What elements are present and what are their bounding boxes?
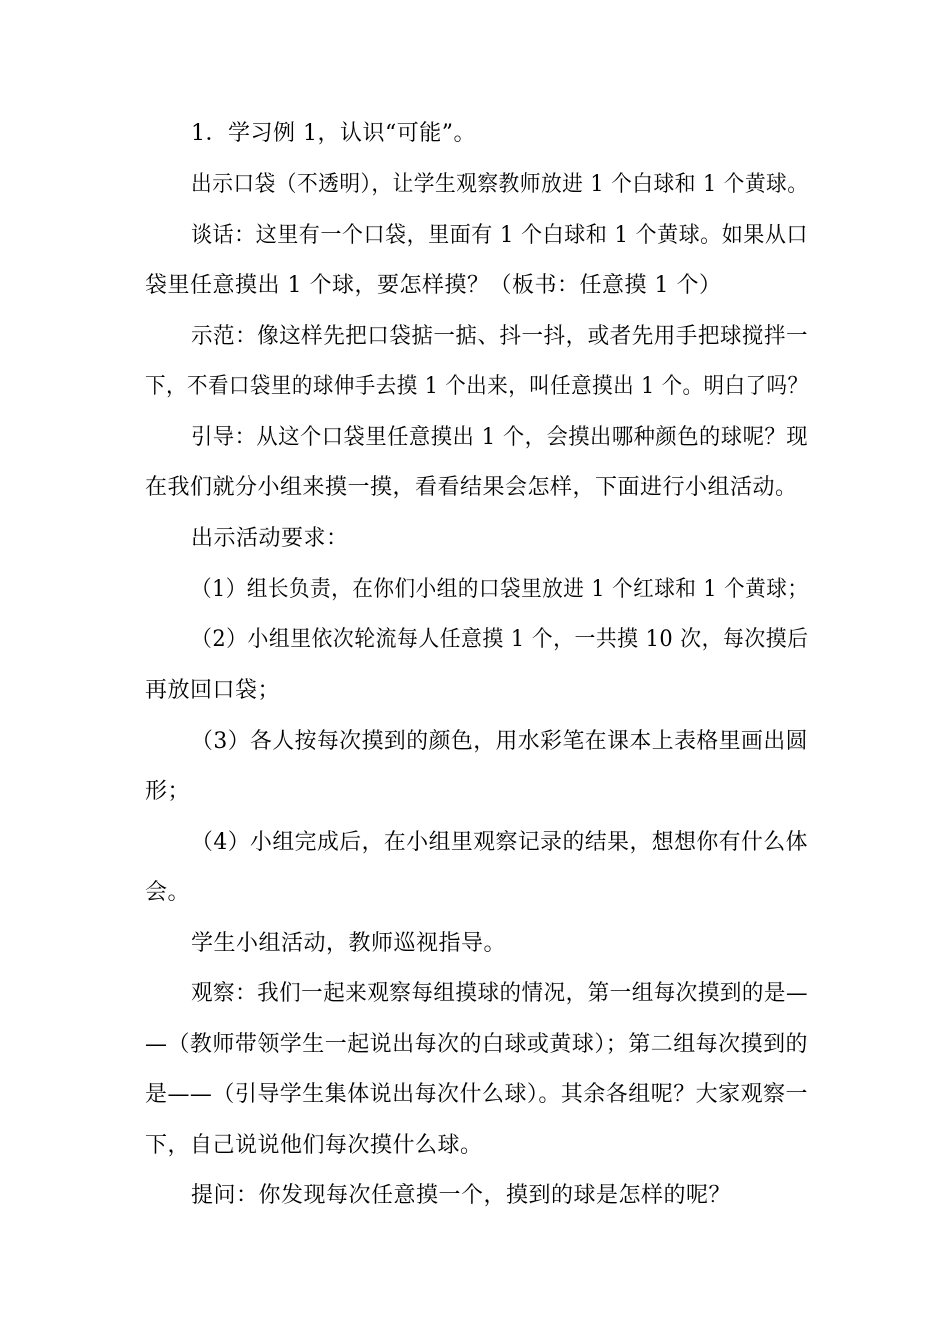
text-line: 是——（引导学生集体说出每次什么球）。其余各组呢？大家观察一 <box>145 1082 809 1107</box>
text-line: 出示口袋（不透明），让学生观察教师放进 1 个白球和 1 个黄球。 <box>191 172 809 197</box>
text-line: 学生小组活动，教师巡视指导。 <box>191 931 507 956</box>
text-line: 引导：从这个口袋里任意摸出 1 个，会摸出哪种颜色的球呢？现 <box>191 425 808 450</box>
text-line: 示范：像这样先把口袋掂一掂、抖一抖，或者先用手把球搅拌一 <box>191 324 809 349</box>
text-line: （4）小组完成后，在小组里观察记录的结果，想想你有什么体 <box>191 830 808 855</box>
text-line: 下，自己说说他们每次摸什么球。 <box>145 1133 483 1158</box>
text-line: （2）小组里依次轮流每人任意摸 1 个，一共摸 10 次，每次摸后 <box>191 627 809 652</box>
text-line: 在我们就分小组来摸一摸，看看结果会怎样，下面进行小组活动。 <box>145 475 798 500</box>
text-line: 下，不看口袋里的球伸手去摸 1 个出来，叫任意摸出 1 个。明白了吗？ <box>145 374 809 399</box>
text-line: 提问：你发现每次任意摸一个，摸到的球是怎样的呢？ <box>191 1183 732 1208</box>
text-line: 会。 <box>145 880 191 905</box>
text-line: 观察：我们一起来观察每组摸球的情况，第一组每次摸到的是— <box>191 981 809 1006</box>
text-line: 出示活动要求： <box>191 526 349 551</box>
text-line: 袋里任意摸出 1 个球，要怎样摸？（板书：任意摸 1 个） <box>145 273 722 298</box>
text-line: 谈话：这里有一个口袋，里面有 1 个白球和 1 个黄球。如果从口 <box>191 223 808 248</box>
text-line: 形； <box>145 779 191 804</box>
text-line: 1．学习例 1，认识“可能”。 <box>191 121 476 146</box>
text-line: 再放回口袋； <box>145 678 281 703</box>
text-line: （3）各人按每次摸到的颜色，用水彩笔在课本上表格里画出圆 <box>191 729 808 754</box>
text-line: —（教师带领学生一起说出每次的白球或黄球）；第二组每次摸到的 <box>145 1032 809 1057</box>
text-line: （1）组长负责，在你们小组的口袋里放进 1 个红球和 1 个黄球； <box>191 577 809 602</box>
